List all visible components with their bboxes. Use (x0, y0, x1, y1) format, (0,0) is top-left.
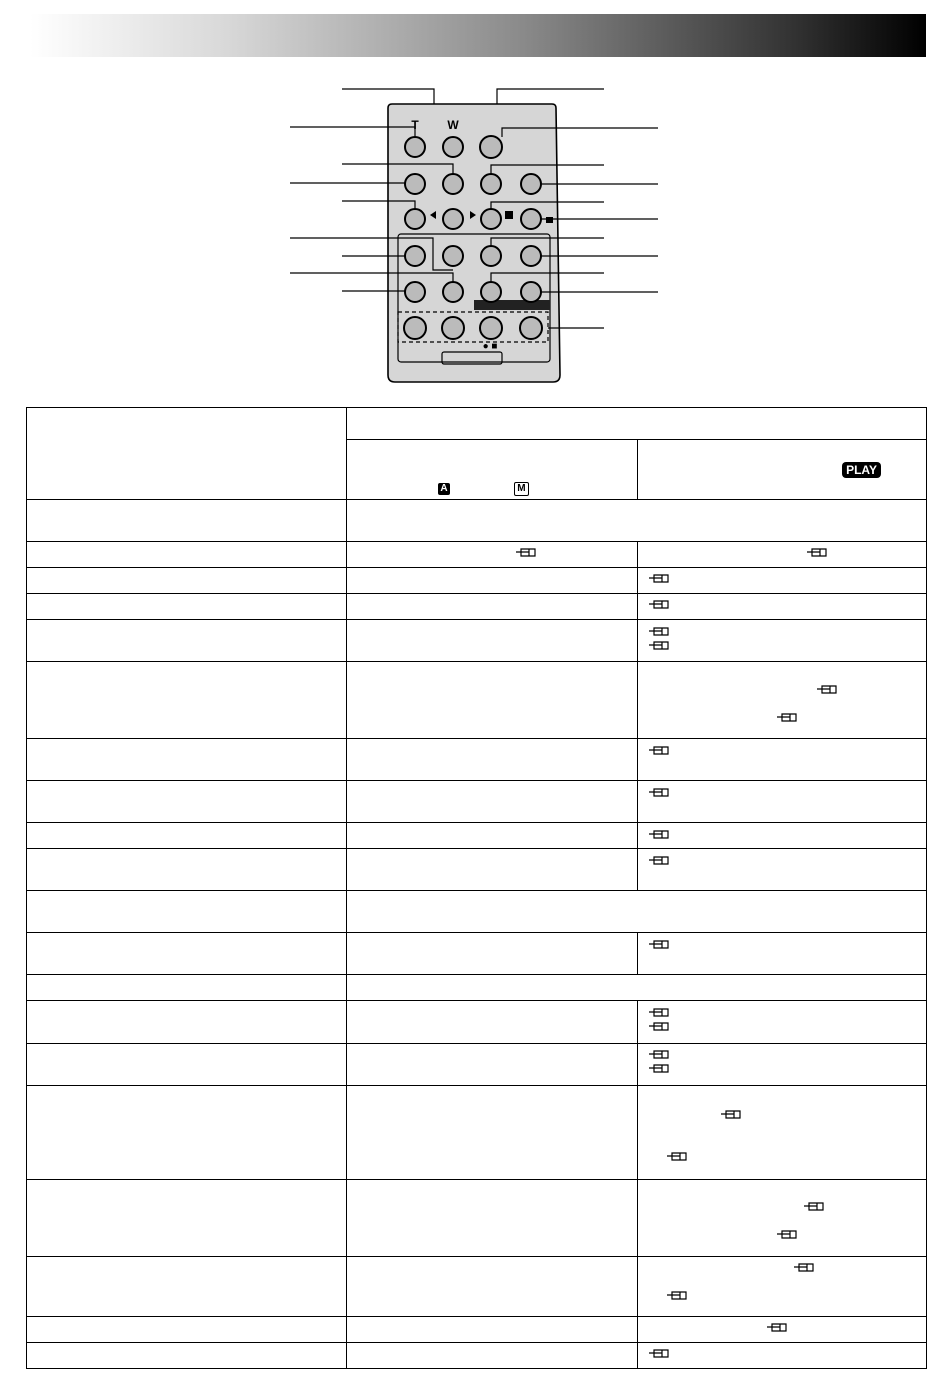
row-value (347, 849, 638, 891)
row-value (638, 662, 927, 739)
row-value (347, 500, 927, 542)
row-value (347, 662, 638, 739)
row-value (347, 781, 638, 823)
pointing-hand-icon (776, 1228, 798, 1241)
row-label (27, 739, 347, 781)
pointing-hand-icon (515, 546, 537, 559)
up-arrow-icon (505, 211, 513, 219)
remote-button (405, 137, 425, 157)
row-value (638, 933, 927, 975)
remote-button (405, 246, 425, 266)
remote-button (480, 317, 502, 339)
row-value (347, 1043, 638, 1085)
row-label (27, 500, 347, 542)
remote-button (521, 282, 541, 302)
remote-bottom-bar (474, 300, 550, 310)
row-value (638, 1342, 927, 1368)
row-value (347, 620, 638, 662)
row-value (347, 1256, 638, 1316)
row-label (27, 933, 347, 975)
leader-line (342, 89, 434, 104)
row-value (347, 568, 638, 594)
row-value (347, 542, 638, 568)
row-label (27, 594, 347, 620)
remote-button (404, 317, 426, 339)
pointing-hand-icon (648, 1347, 670, 1360)
remote-button (481, 282, 501, 302)
pointing-hand-icon (648, 1048, 670, 1061)
row-value (347, 975, 927, 1001)
auto-mode-badge: A (440, 483, 448, 495)
header-cell-play-mode (638, 440, 927, 500)
remote-button (481, 174, 501, 194)
row-label (27, 662, 347, 739)
pointing-hand-icon (648, 572, 670, 585)
pointing-hand-icon (816, 683, 838, 696)
leader-line (497, 89, 604, 104)
remote-control-diagram (0, 70, 950, 400)
remote-button (405, 174, 425, 194)
row-value (347, 1342, 638, 1368)
row-label (27, 1085, 347, 1179)
remote-button (405, 282, 425, 302)
header-gradient-bar (30, 14, 926, 57)
pointing-hand-icon (648, 639, 670, 652)
row-value (638, 1256, 927, 1316)
manual-mode-badge: M (514, 482, 528, 496)
row-label (27, 568, 347, 594)
row-value (638, 781, 927, 823)
pointing-hand-icon (648, 1006, 670, 1019)
header-cell-mode (347, 408, 927, 440)
remote-button (520, 317, 542, 339)
pointing-hand-icon (793, 1261, 815, 1274)
remote-button (480, 136, 502, 158)
row-value (347, 1085, 638, 1179)
remote-button (405, 209, 425, 229)
play-mode-badge: PLAY (842, 462, 881, 478)
row-value (347, 1316, 638, 1342)
remote-button (442, 317, 464, 339)
pointing-hand-icon (648, 854, 670, 867)
row-value (638, 1001, 927, 1043)
row-value (347, 933, 638, 975)
row-value (638, 1085, 927, 1179)
row-label (27, 1342, 347, 1368)
row-value (347, 823, 638, 849)
pointing-hand-icon (648, 938, 670, 951)
w-label: W (447, 118, 459, 132)
row-label (27, 849, 347, 891)
row-value (347, 1001, 638, 1043)
row-label (27, 1316, 347, 1342)
pointing-hand-icon (666, 1150, 688, 1163)
row-value (638, 1179, 927, 1256)
row-value (347, 594, 638, 620)
remote-button (521, 246, 541, 266)
row-label (27, 620, 347, 662)
row-value (638, 1043, 927, 1085)
row-value (638, 594, 927, 620)
remote-button (521, 174, 541, 194)
remote-button (443, 174, 463, 194)
row-label (27, 1179, 347, 1256)
down-arrow-icon (546, 217, 553, 223)
pointing-hand-icon (666, 1289, 688, 1302)
bottom-symbols: ● ■ (482, 341, 498, 352)
row-label (27, 1001, 347, 1043)
row-value (347, 891, 927, 933)
pointing-hand-icon (648, 1020, 670, 1033)
pointing-hand-icon (806, 546, 828, 559)
row-value (347, 1179, 638, 1256)
row-value (638, 1316, 927, 1342)
remote-button (443, 137, 463, 157)
pointing-hand-icon (648, 786, 670, 799)
pointing-hand-icon (803, 1200, 825, 1213)
row-label (27, 781, 347, 823)
row-value (638, 823, 927, 849)
remote-button (443, 282, 463, 302)
remote-button (481, 209, 501, 229)
pointing-hand-icon (720, 1108, 742, 1121)
header-cell-empty (27, 408, 347, 500)
remote-button (521, 209, 541, 229)
row-value (638, 620, 927, 662)
pointing-hand-icon (648, 744, 670, 757)
row-label (27, 891, 347, 933)
remote-button (481, 246, 501, 266)
pointing-hand-icon (648, 1062, 670, 1075)
row-value (638, 849, 927, 891)
row-label (27, 1256, 347, 1316)
row-value (638, 568, 927, 594)
row-label (27, 542, 347, 568)
pointing-hand-icon (648, 625, 670, 638)
pointing-hand-icon (776, 711, 798, 724)
pointing-hand-icon (766, 1321, 788, 1334)
row-label (27, 823, 347, 849)
row-value (638, 542, 927, 568)
header-cell-record-mode (347, 440, 638, 500)
pointing-hand-icon (648, 828, 670, 841)
remote-button (443, 246, 463, 266)
pointing-hand-icon (648, 598, 670, 611)
row-label (27, 975, 347, 1001)
controls-table (26, 407, 927, 1369)
remote-button (443, 209, 463, 229)
row-value (347, 739, 638, 781)
t-label: T (411, 118, 419, 132)
row-value (638, 739, 927, 781)
row-label (27, 1043, 347, 1085)
